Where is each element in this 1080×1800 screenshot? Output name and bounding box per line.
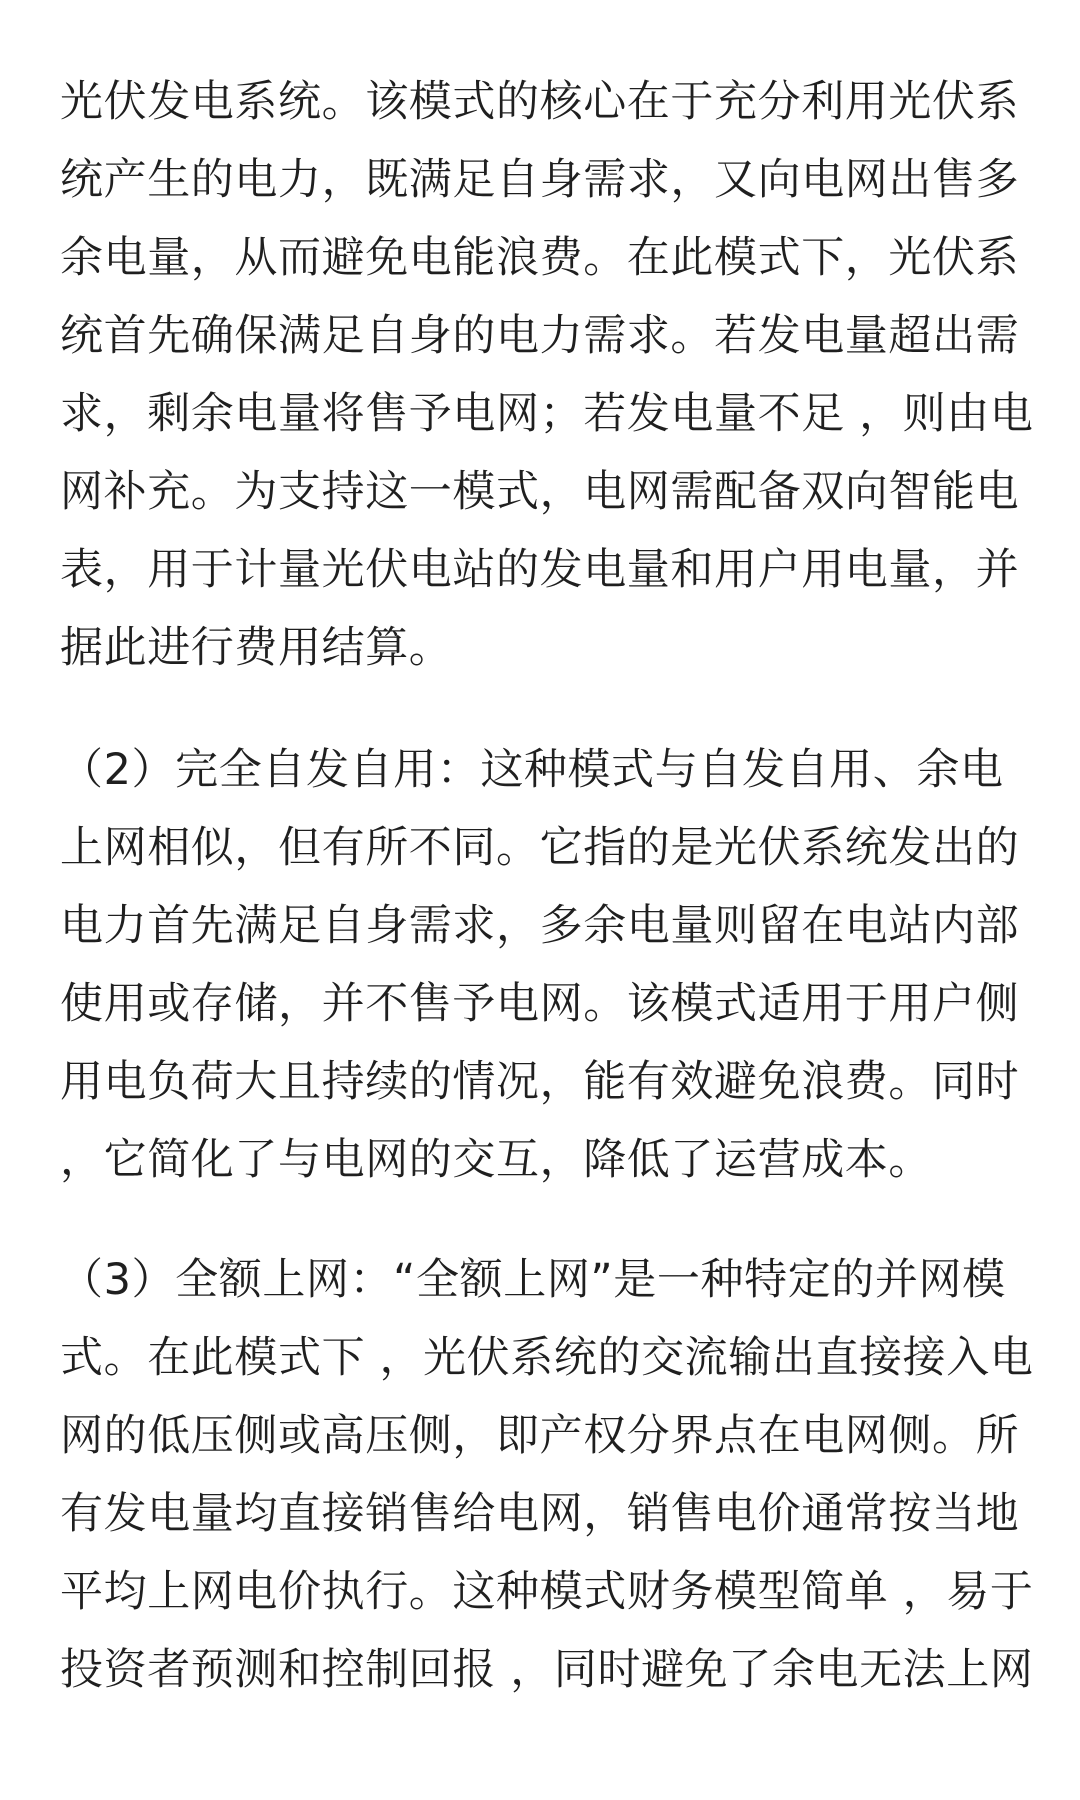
paragraph-2-line-4: 使用或存储，并不售予电网。该模式适用于用户侧 <box>60 979 1020 1029</box>
paragraph-1-line-3: 余电量，从而避免电能浪费。在此模式下，光伏系 <box>60 233 1020 283</box>
paragraph-2-line-5: 用电负荷大且持续的情况，能有效避免浪费。同时 <box>60 1057 1020 1107</box>
paragraph-1-line-5: 求，剩余电量将售予电网；若发电量不足 ，则由电 <box>60 389 1034 439</box>
paragraph-3-line-4: 有发电量均直接销售给电网，销售电价通常按当地 <box>60 1489 1020 1539</box>
paragraph-3-line-6: 投资者预测和控制回报 ，同时避免了余电无法上网 <box>60 1645 1034 1695</box>
paragraph-3-line-2: 式。在此模式下 ，光伏系统的交流输出直接接入电 <box>60 1333 1034 1383</box>
paragraph-1-line-6: 网补充。为支持这一模式，电网需配备双向智能电 <box>60 467 1020 517</box>
paragraph-3-line-5: 平均上网电价执行。这种模式财务模型简单 ，易于 <box>60 1567 1034 1617</box>
paragraph-1-line-2: 统产生的电力，既满足自身需求，又向电网出售多 <box>60 155 1020 205</box>
paragraph-2-line-6: ，它简化了与电网的交互，降低了运营成本。 <box>60 1135 932 1185</box>
paragraph-1-line-4: 统首先确保满足自身的电力需求。若发电量超出需 <box>60 311 1020 361</box>
paragraph-3-line-3: 网的低压侧或高压侧，即产权分界点在电网侧。所 <box>60 1411 1020 1461</box>
paragraph-2-line-3: 电力首先满足自身需求，多余电量则留在电站内部 <box>60 901 1020 951</box>
paragraph-2-line-1: （2）完全自发自用：这种模式与自发自用、余电 <box>60 745 1004 795</box>
paragraph-1-line-8: 据此进行费用结算。 <box>60 623 453 673</box>
paragraph-1-line-7: 表，用于计量光伏电站的发电量和用户用电量，并 <box>60 545 1020 595</box>
paragraph-1-line-1: 光伏发电系统。该模式的核心在于充分利用光伏系 <box>60 77 1020 127</box>
paragraph-2-line-2: 上网相似，但有所不同。它指的是光伏系统发出的 <box>60 823 1020 873</box>
paragraph-3-line-1: （3）全额上网：“全额上网”是一种特定的并网模 <box>60 1255 1006 1305</box>
